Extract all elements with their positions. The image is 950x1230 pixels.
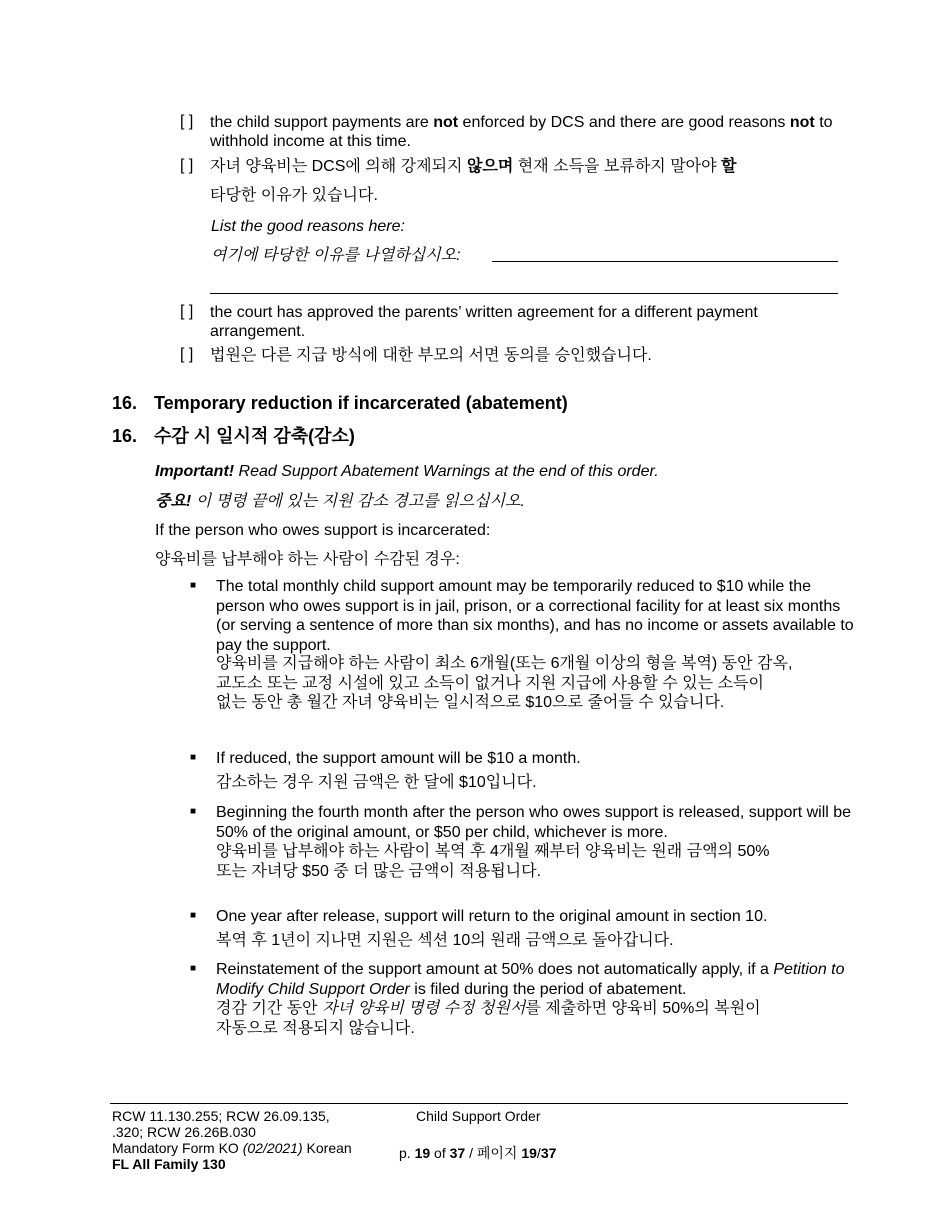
bullet-4-text-en: One year after release, support will return to the original amount in section 10. xyxy=(216,908,768,925)
section-16-heading-ko: 16. 수감 시 일시적 감축(감소) xyxy=(112,426,355,446)
important-note-ko: 중요! 이 명령 끝에 있는 지원 감소 경고를 읽으십시오. xyxy=(155,493,525,510)
checkbox-court-approved-ko[interactable]: [ ] xyxy=(180,346,194,363)
bullet-marker: ■ xyxy=(190,806,197,817)
bullet-5-text-ko: 경감 기간 동안 자녀 양육비 명령 수정 청원서를 제출하면 양육비 50%의 복원이 자동으로 적용되지 않습니다. xyxy=(216,1000,761,1037)
bullet-3-text-en: Beginning the fourth month after the person who owes support is released, support will be 50% of the original amount, or $50 per child, whichever is more. xyxy=(216,804,852,841)
incarcerated-intro-ko: 양육비를 납부해야 하는 사람이 수감된 경우: xyxy=(155,551,460,568)
court-item-text-en: the court has approved the parents’ written agreement for a different payment arrangement. xyxy=(210,304,758,340)
dcs-item-text-en: the child support payments are not enforced by DCS and there are good reasons not to withhold income at this time. xyxy=(210,114,833,150)
footer-doc-title: Child Support Order xyxy=(416,1108,541,1124)
important-note-en: Important! Read Support Abatement Warnings at the end of this order. xyxy=(155,463,659,480)
bullet-marker: ■ xyxy=(190,963,197,974)
bullet-1-text-en: The total monthly child support amount may be temporarily reduced to $10 while the person who owes support is in jail, prison, or a correctional facility for at least six months (or serving a sentence of more than six months), and has no income or assets available to pay the support. xyxy=(216,578,854,654)
footer-divider xyxy=(110,1103,848,1104)
list-reasons-label-ko: 여기에 타당한 이유를 나열하십시오: xyxy=(211,247,461,264)
bullet-marker: ■ xyxy=(190,910,197,921)
checkbox-dcs-not-enforced[interactable]: [ ] xyxy=(180,113,194,130)
incarcerated-intro-en: If the person who owes support is incarcerated: xyxy=(155,522,491,539)
bullet-3-text-ko: 양육비를 납부해야 하는 사람이 복역 후 4개월 째부터 양육비는 원래 금액의 50% 또는 자녀당 $50 중 더 많은 금액이 적용됩니다. xyxy=(216,843,770,880)
section-16-heading-en: 16. Temporary reduction if incarcerated (abatement) xyxy=(112,393,568,413)
dcs-item-text-ko: 자녀 양육비는 DCS에 의해 강제되지 않으며 현재 소득을 보류하지 말아야 할 타당한 이유가 있습니다. xyxy=(210,158,737,204)
bullet-2-text-en: If reduced, the support amount will be $10 a month. xyxy=(216,750,581,767)
list-reasons-label-en: List the good reasons here: xyxy=(211,218,405,235)
reasons-input-line[interactable] xyxy=(492,244,838,262)
bullet-4-text-ko: 복역 후 1년이 지나면 지원은 섹션 10의 원래 금액으로 돌아갑니다. xyxy=(216,932,674,949)
footer-page-number: p. 19 of 37 / 페이지 19/37 xyxy=(399,1145,557,1161)
court-item-text-ko: 법원은 다른 지급 방식에 대한 부모의 서면 동의를 승인했습니다. xyxy=(210,347,652,364)
reasons-input-line-2[interactable] xyxy=(210,293,838,294)
checkbox-dcs-not-enforced-ko[interactable]: [ ] xyxy=(180,157,194,174)
checkbox-court-approved[interactable]: [ ] xyxy=(180,303,194,320)
bullet-marker: ■ xyxy=(190,580,197,591)
footer-citation: RCW 11.130.255; RCW 26.09.135, .320; RCW 26.26B.030 Mandatory Form KO (02/2021) Korean FL All Family 130 xyxy=(112,1108,352,1172)
bullet-5-text-en: Reinstatement of the support amount at 50% does not automatically apply, if a Petition to Modify Child Support Order is filed during the period of abatement. xyxy=(216,961,845,998)
bullet-2-text-ko: 감소하는 경우 지원 금액은 한 달에 $10입니다. xyxy=(216,774,537,791)
bullet-1-text-ko: 양육비를 지급해야 하는 사람이 최소 6개월(또는 6개월 이상의 형을 복역) 동안 감옥, 교도소 또는 교정 시설에 있고 소득이 없거나 지원 지급에 사용할 수 있는 소득이 없는 동안 총 월간 자녀 양육비는 일시적으로 $10으로 줄어들 수 있습니다. xyxy=(216,655,793,711)
bullet-marker: ■ xyxy=(190,752,197,763)
